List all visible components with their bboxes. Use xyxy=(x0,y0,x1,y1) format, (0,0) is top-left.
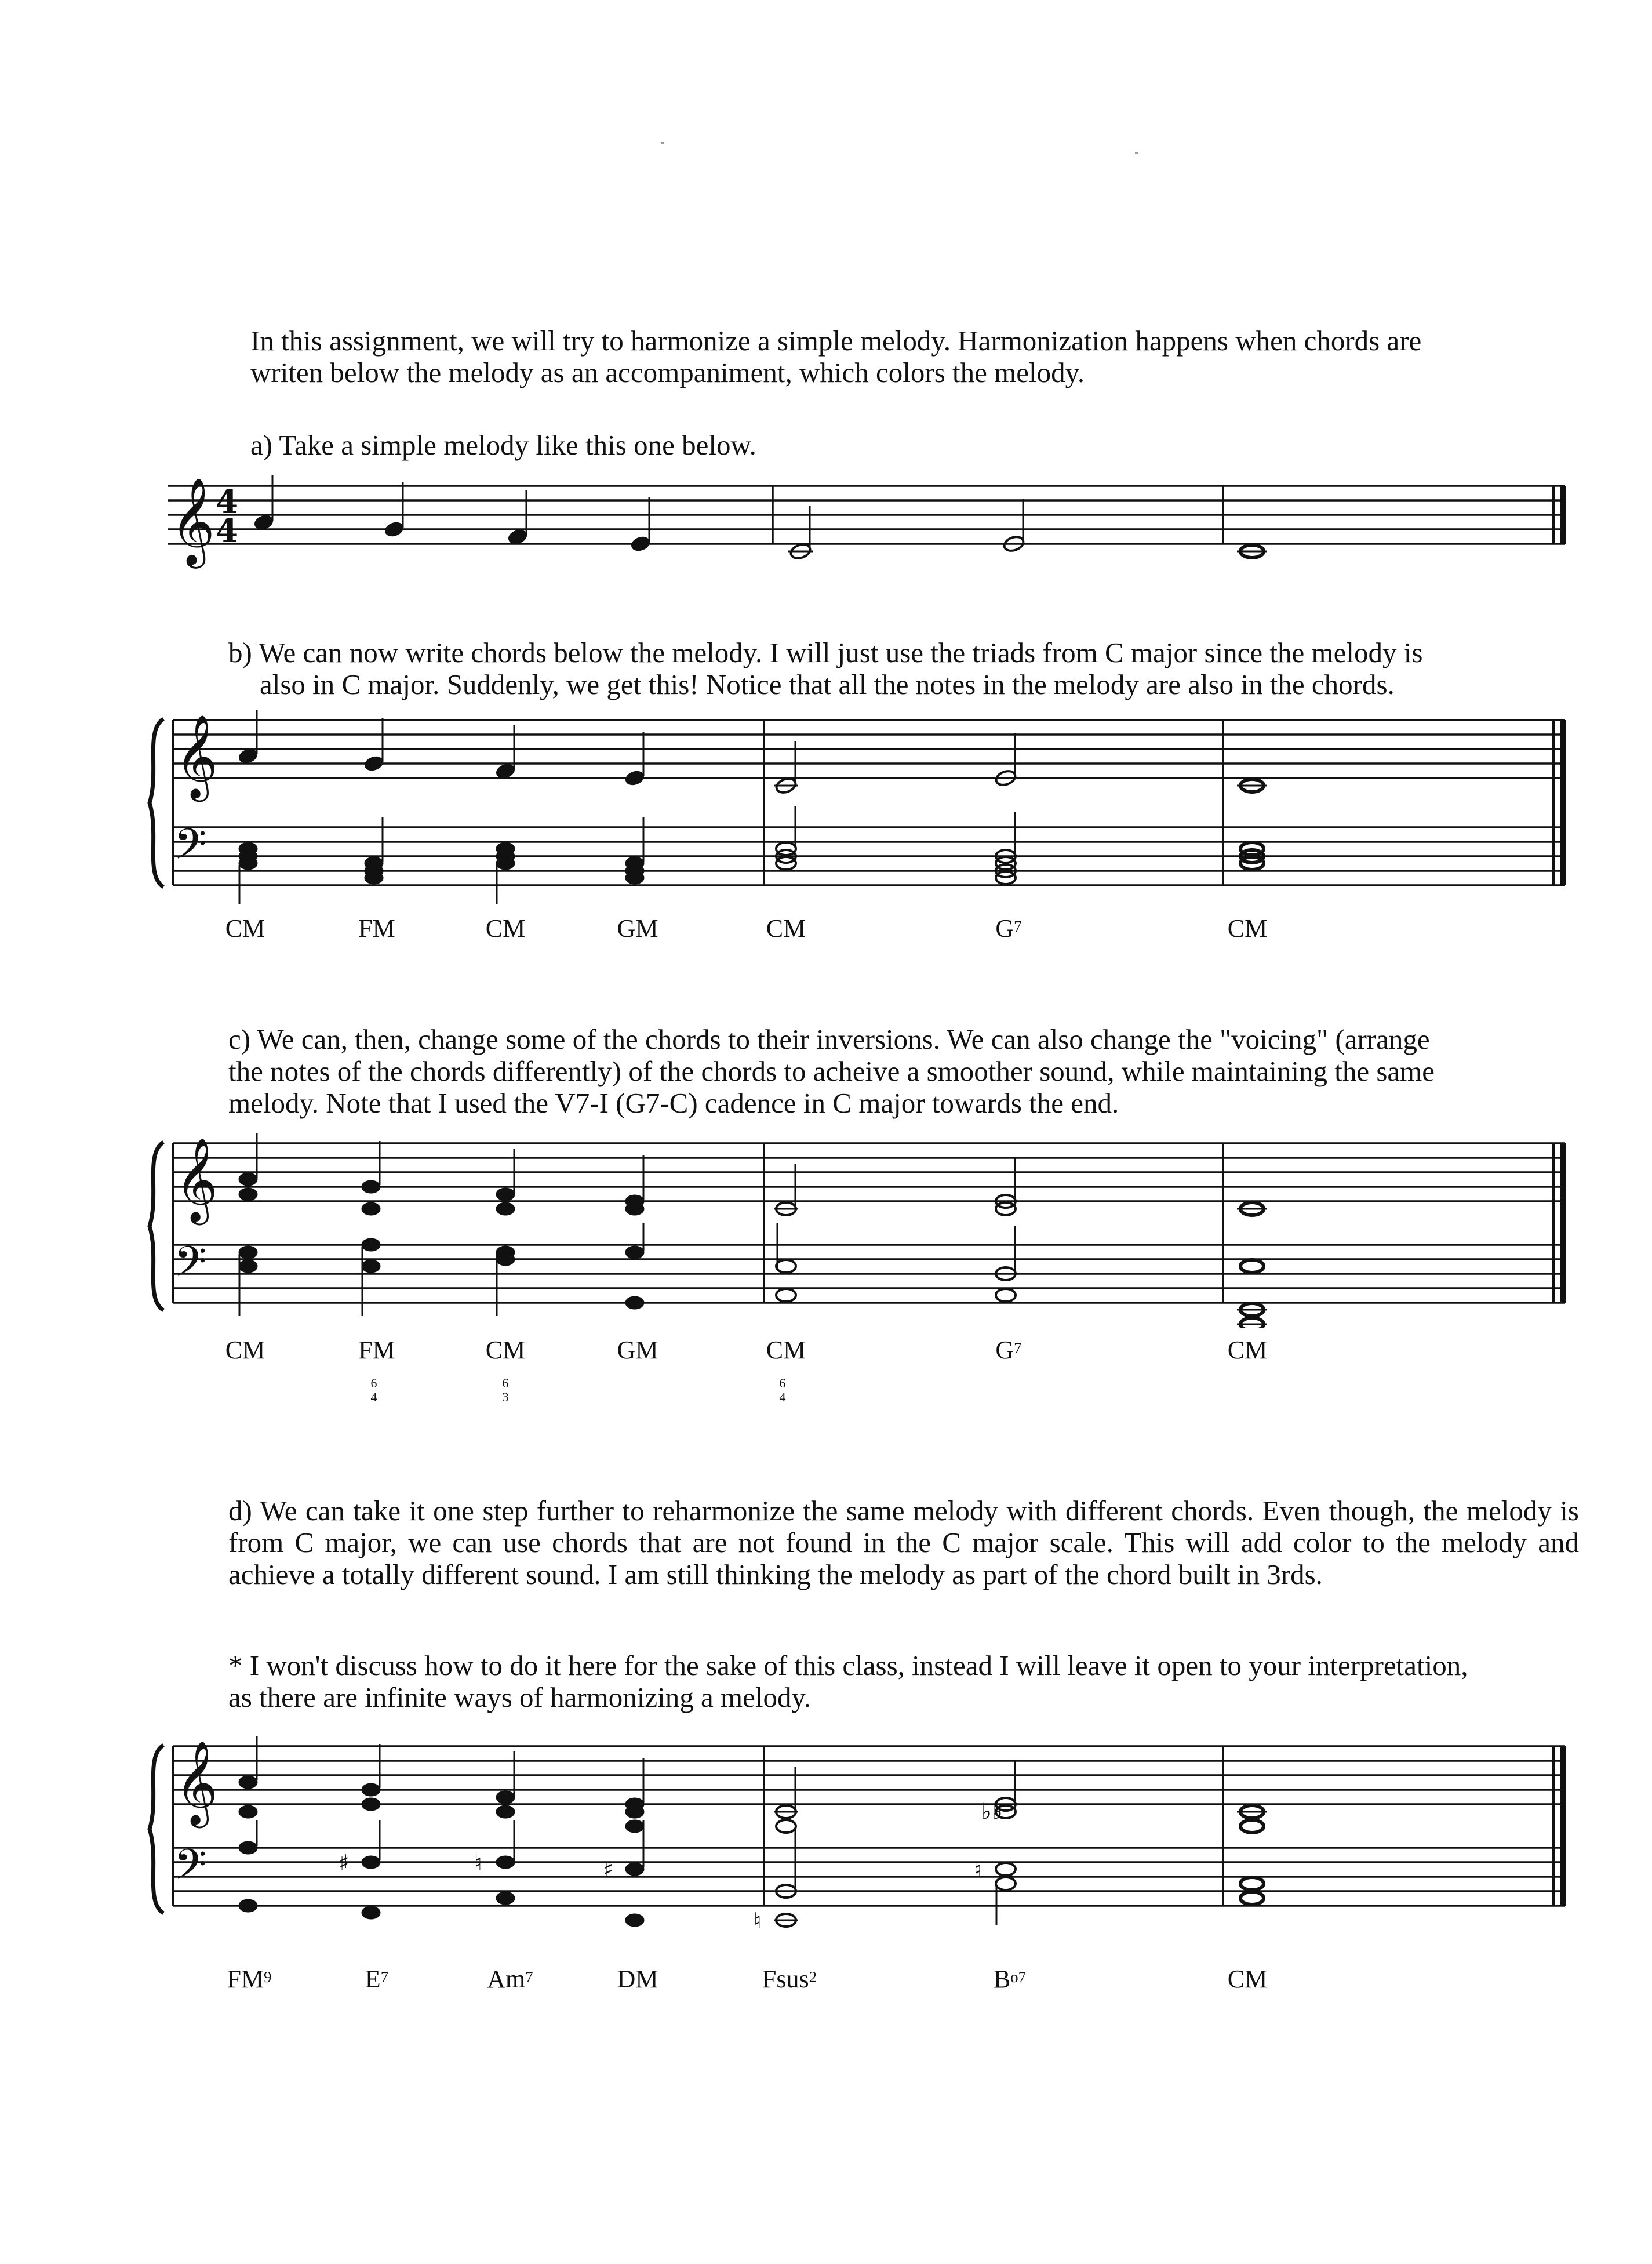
chord-c-6: $G^7$ xyxy=(995,1336,1022,1364)
intro-line-2: writen below the melody as an accompaniment, which colors the melody. xyxy=(250,357,1085,388)
sharp-icon: ♯ xyxy=(339,1850,350,1876)
chord-d-5: Fsus$^2$ xyxy=(762,1965,817,1993)
intro-line-1: In this assignment, we will try to harmonize a simple melody. Harmonization happens when chords are xyxy=(250,325,1422,357)
note-d xyxy=(629,535,652,553)
page-speck xyxy=(1135,152,1138,154)
natural-icon: ♮ xyxy=(474,1850,482,1876)
treble-clef-icon: 𝄞 xyxy=(175,714,218,798)
chord-c-1: CM xyxy=(225,1336,265,1364)
page-speck xyxy=(661,142,664,144)
grand-staff-d xyxy=(0,1734,1652,1931)
chord-b-2: FM xyxy=(358,914,395,943)
section-d-paragraph: d) We can take it one step further to reharmonize the same melody with different chords. Even though, the melody is from C major, we can use chords that are not found in the C major scale. This will add color to the melody and achieve a totally different sound. I am still thinking the melody as part of the chord built in 3rds. xyxy=(228,1495,1579,1590)
chord-b-4: GM xyxy=(617,914,658,943)
chord-d-4: DM xyxy=(617,1965,658,1993)
bass-clef-icon: 𝄢 xyxy=(174,1237,207,1296)
bass-clef-icon: 𝄢 xyxy=(174,819,207,879)
natural-icon: ♮ xyxy=(754,1908,762,1931)
chord-b-1: CM xyxy=(225,914,265,943)
section-a-text: a) Take a simple melody like this one below. xyxy=(250,429,756,461)
time-sig-top: 4 xyxy=(216,483,238,521)
note-f xyxy=(383,520,405,539)
chord-b-3: CM xyxy=(485,914,526,943)
chord-b-5: CM xyxy=(766,914,806,943)
section-d-note-line-2: as there are infinite ways of harmonizing a melody. xyxy=(228,1681,812,1713)
section-b-line-1: b) We can now write chords below the melody. I will just use the triads from C major since the melody is xyxy=(228,637,1423,668)
chord-b-7: CM xyxy=(1227,914,1268,943)
section-c-line-3: melody. Note that I used the V7-I (G7-C) cadence in C major towards the end. xyxy=(228,1087,1119,1119)
grand-staff-c xyxy=(0,1131,1652,1328)
chord-d-1: $FM^9$ xyxy=(227,1965,272,1993)
brace-icon xyxy=(150,719,163,887)
figured-bass-fm: 6 4 xyxy=(370,1376,377,1404)
chord-d-2: $E^7$ xyxy=(365,1965,389,1993)
section-d-note-line-1: * I won't discuss how to do it here for the sake of this class, instead I will leave it open to your interpretation, xyxy=(228,1649,1468,1681)
section-c-line-1: c) We can, then, change some of the chords to their inversions. We can also change the "voicing" (arrange xyxy=(228,1023,1430,1055)
section-c-line-2: the notes of the chords differently) of the chords to acheive a smoother sound, while maintaining the same xyxy=(228,1055,1435,1087)
chord-c-2: FM xyxy=(358,1336,395,1364)
chord-d-6: $B^{o7}$ xyxy=(993,1965,1027,1993)
natural-icon: ♮ xyxy=(974,1857,982,1883)
figured-bass-cm-2: 6 4 xyxy=(779,1376,786,1404)
chord-c-7: CM xyxy=(1227,1336,1268,1364)
brace-icon xyxy=(150,1745,163,1913)
chord-c-5: CM xyxy=(766,1336,806,1364)
chord-d-3: Am$^7$ xyxy=(487,1965,533,1993)
chord-c-3: CM xyxy=(485,1336,526,1364)
treble-clef-icon: 𝄞 xyxy=(170,477,215,565)
bass-clef-icon: 𝄢 xyxy=(174,1840,207,1899)
sharp-icon: ♯ xyxy=(603,1857,614,1883)
figured-bass-cm: 6 3 xyxy=(502,1376,509,1404)
treble-clef-icon: 𝄞 xyxy=(175,1740,218,1825)
treble-clef-icon: 𝄞 xyxy=(175,1138,218,1222)
staff-a-melody xyxy=(0,458,1652,609)
brace-icon xyxy=(150,1142,163,1310)
time-sig-bottom: 4 xyxy=(216,512,238,550)
section-b-line-2: also in C major. Suddenly, we get this! Notice that all the notes in the melody are also in the chords. xyxy=(260,668,1395,700)
chord-b-6: $G^7$ xyxy=(995,914,1022,943)
chord-d-7: CM xyxy=(1227,1965,1268,1993)
flat-icon: ♭♭ xyxy=(981,1798,1003,1825)
grand-staff-b xyxy=(0,707,1652,904)
chord-c-4: GM xyxy=(617,1336,658,1364)
